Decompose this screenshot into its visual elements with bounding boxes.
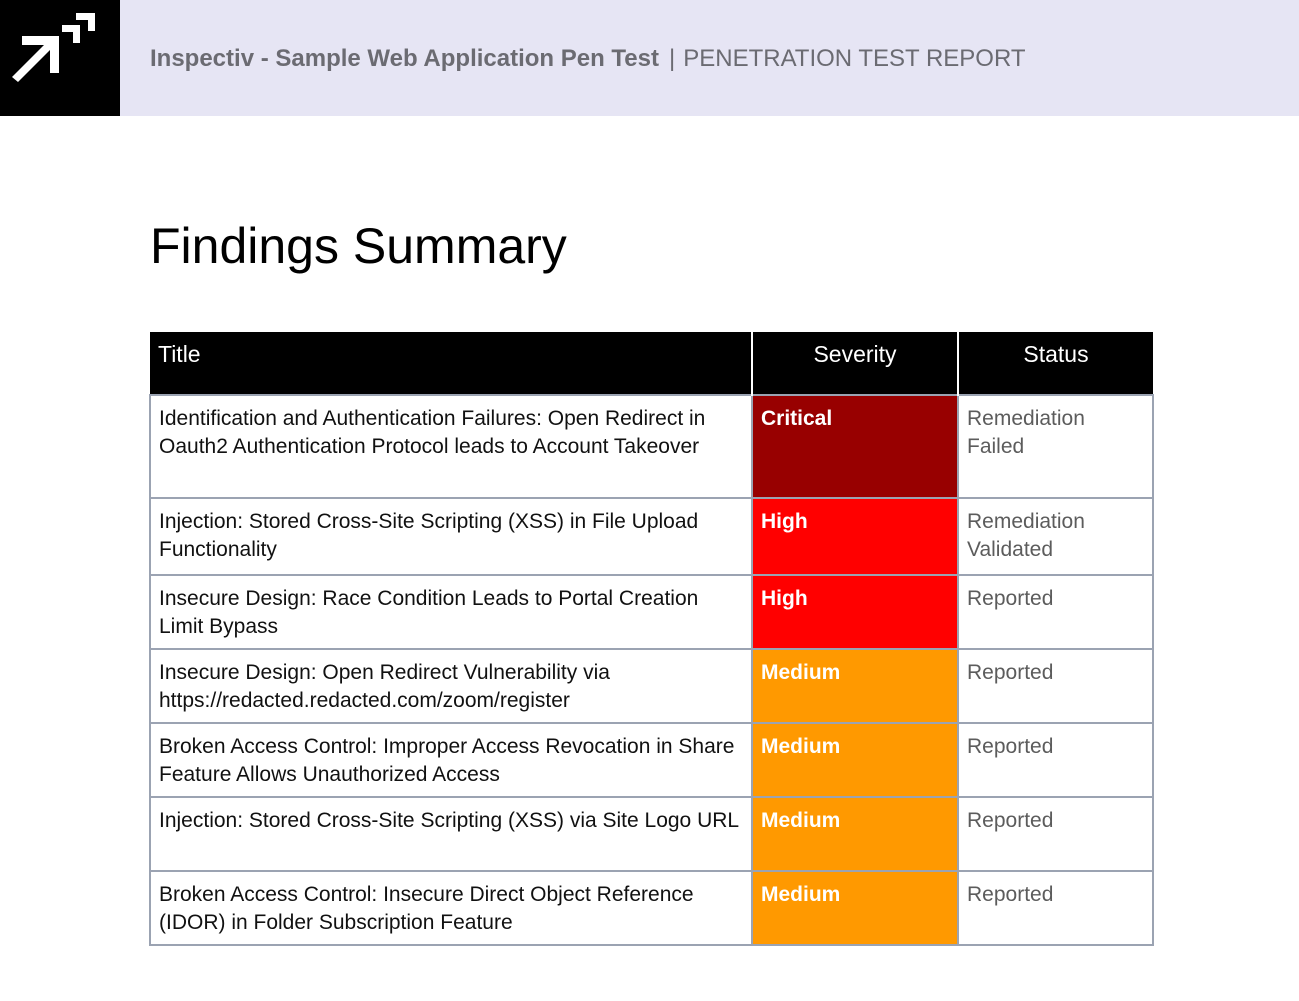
severity-badge: High bbox=[752, 575, 958, 649]
severity-badge: Medium bbox=[752, 871, 958, 945]
report-header bbox=[0, 0, 1299, 116]
finding-title: Identification and Authentication Failures: Open Redirect in Oauth2 Authentication Protocol leads to Account Takeover bbox=[150, 395, 752, 498]
findings-table bbox=[149, 332, 1154, 946]
table-row bbox=[150, 395, 1153, 498]
finding-status: Reported bbox=[958, 575, 1153, 649]
severity-badge: Medium bbox=[752, 723, 958, 797]
table-header-row bbox=[150, 332, 1153, 395]
header-separator: | bbox=[669, 45, 676, 72]
finding-title: Injection: Stored Cross-Site Scripting (XSS) via Site Logo URL bbox=[150, 797, 752, 871]
column-header-title: Title bbox=[150, 332, 752, 395]
finding-status: Reported bbox=[958, 797, 1153, 871]
finding-status: Reported bbox=[958, 871, 1153, 945]
finding-title: Broken Access Control: Improper Access Revocation in Share Feature Allows Unauthorized Access bbox=[150, 723, 752, 797]
finding-title: Injection: Stored Cross-Site Scripting (XSS) in File Upload Functionality bbox=[150, 498, 752, 575]
finding-title: Insecure Design: Race Condition Leads to Portal Creation Limit Bypass bbox=[150, 575, 752, 649]
finding-status: Remediation Validated bbox=[958, 498, 1153, 575]
company-name: Inspectiv - Sample Web Application Pen Test bbox=[150, 45, 659, 72]
column-header-severity: Severity bbox=[752, 332, 958, 395]
table-row bbox=[150, 723, 1153, 797]
finding-title: Insecure Design: Open Redirect Vulnerability via https://redacted.redacted.com/zoom/register bbox=[150, 649, 752, 723]
table-row bbox=[150, 871, 1153, 945]
table-row bbox=[150, 498, 1153, 575]
table-row bbox=[150, 797, 1153, 871]
report-type: PENETRATION TEST REPORT bbox=[683, 45, 1026, 72]
diagonal-arrow-logo-icon bbox=[0, 0, 120, 116]
severity-badge: Medium bbox=[752, 649, 958, 723]
severity-badge: Critical bbox=[752, 395, 958, 498]
severity-badge: High bbox=[752, 498, 958, 575]
column-header-status: Status bbox=[958, 332, 1153, 395]
finding-title: Broken Access Control: Insecure Direct Object Reference (IDOR) in Folder Subscription Feature bbox=[150, 871, 752, 945]
table-row bbox=[150, 649, 1153, 723]
severity-badge: Medium bbox=[752, 797, 958, 871]
finding-status: Reported bbox=[958, 649, 1153, 723]
table-row bbox=[150, 575, 1153, 649]
finding-status: Reported bbox=[958, 723, 1153, 797]
header-title bbox=[150, 42, 1026, 76]
company-logo bbox=[0, 0, 120, 116]
finding-status: Remediation Failed bbox=[958, 395, 1153, 498]
page-title: Findings Summary bbox=[150, 218, 567, 274]
